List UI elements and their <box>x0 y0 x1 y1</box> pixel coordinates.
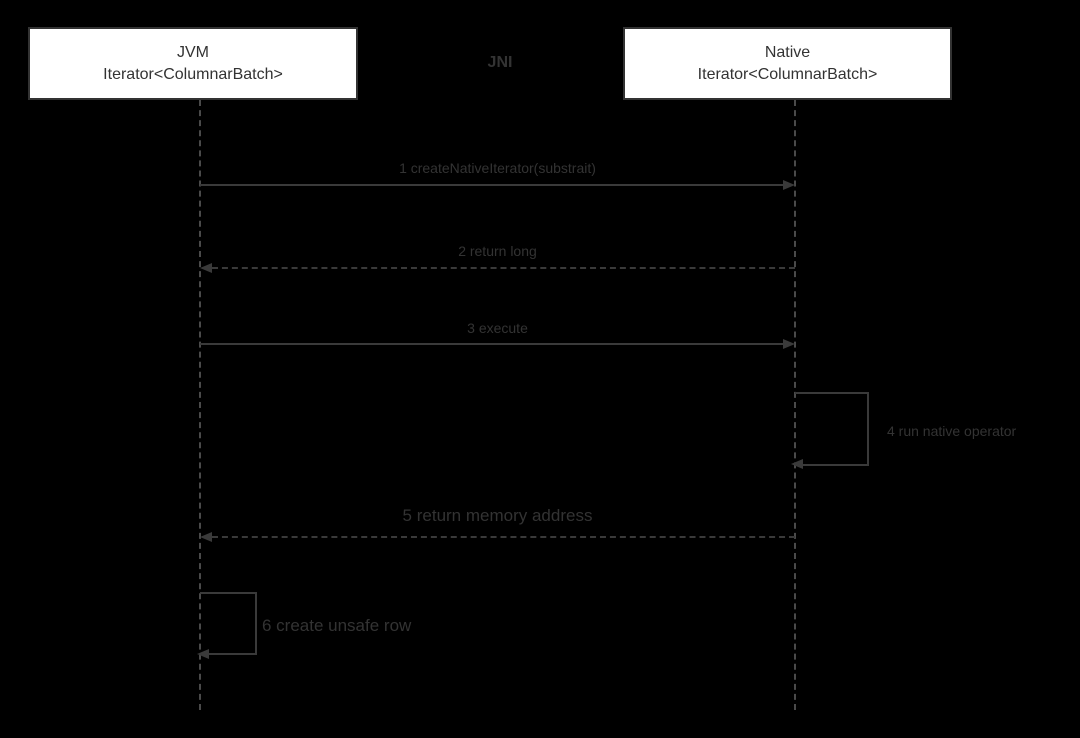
arrowhead-left-icon <box>197 649 209 659</box>
message-2-label: 2 return long <box>458 243 537 259</box>
message-6-self-loop <box>200 592 257 655</box>
actor-box-native <box>623 27 952 100</box>
arrowhead-left-icon <box>200 263 212 273</box>
message-3-line <box>200 343 783 345</box>
arrowhead-right-icon <box>783 339 795 349</box>
actor-jvm-type: Iterator<ColumnarBatch> <box>103 65 283 83</box>
message-5-line <box>212 536 795 538</box>
actor-native-name: Native <box>764 43 811 61</box>
actor-native-type: Iterator<ColumnarBatch> <box>697 65 878 83</box>
arrowhead-left-icon <box>791 459 803 469</box>
message-1-line <box>200 184 783 186</box>
arrowhead-right-icon <box>783 180 795 190</box>
message-4-self-loop <box>795 392 869 466</box>
message-3-label: 3 execute <box>467 320 528 336</box>
actor-box-jvm <box>28 27 358 100</box>
actor-jvm-name: JVM <box>177 43 209 61</box>
message-5-label: 5 return memory address <box>402 506 593 525</box>
message-4-label: 4 run native operator <box>887 423 1017 439</box>
message-6-label: 6 create unsafe row <box>262 616 412 635</box>
jni-boundary-label: JNI <box>487 54 513 71</box>
message-2-line <box>212 267 795 269</box>
message-1-label: 1 createNativeIterator(substrait) <box>399 160 596 176</box>
arrowhead-left-icon <box>200 532 212 542</box>
